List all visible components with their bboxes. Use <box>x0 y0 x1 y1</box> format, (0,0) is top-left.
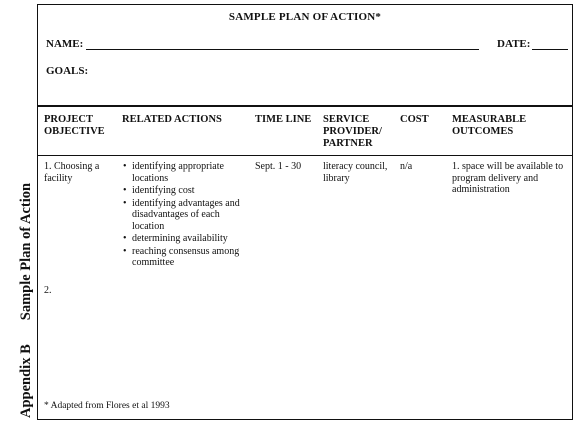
header-rule <box>38 155 572 156</box>
row-1-outcome: 1. space will be available to program delivery and administration <box>452 161 564 195</box>
appendix-title: Sample Plan of Action <box>18 182 34 321</box>
column-header-provider: SERVICE PROVIDER/ PARTNER <box>323 114 382 149</box>
column-header-objective: PROJECT OBJECTIVE <box>44 114 105 137</box>
name-field[interactable] <box>86 49 479 50</box>
row-1-cost: n/a <box>400 161 413 172</box>
appendix-label: Appendix B <box>18 344 34 418</box>
action-item: • identifying appropriate locations <box>132 161 250 184</box>
table-top-rule <box>38 105 572 107</box>
goals-label: GOALS: <box>46 65 89 77</box>
action-item: • determining availability <box>132 233 250 245</box>
column-header-actions: RELATED ACTIONS <box>122 114 222 125</box>
row-1-objective: 1. Choosing a facility <box>44 161 100 184</box>
form-title: SAMPLE PLAN OF ACTION* <box>228 11 382 23</box>
row-2-objective: 2. <box>44 285 52 296</box>
column-header-cost: COST <box>400 114 429 125</box>
action-item: • reaching consensus among committee <box>132 246 250 269</box>
date-label: DATE: <box>497 38 531 50</box>
column-header-timeline: TIME LINE <box>255 114 312 125</box>
date-field[interactable] <box>532 49 568 50</box>
action-item: • identifying cost <box>132 185 250 197</box>
side-caption <box>0 0 36 426</box>
action-item: • identifying advantages and disadvantages of each location <box>132 198 250 233</box>
row-1-timeline: Sept. 1 - 30 <box>255 161 302 172</box>
plan-of-action-form <box>37 4 573 420</box>
column-header-outcomes: MEASURABLE OUTCOMES <box>452 114 527 137</box>
row-1-actions <box>122 161 250 270</box>
row-1-provider: literacy council, library <box>323 161 388 184</box>
footnote: * Adapted from Flores et al 1993 <box>44 401 170 411</box>
name-label: NAME: <box>46 38 84 50</box>
